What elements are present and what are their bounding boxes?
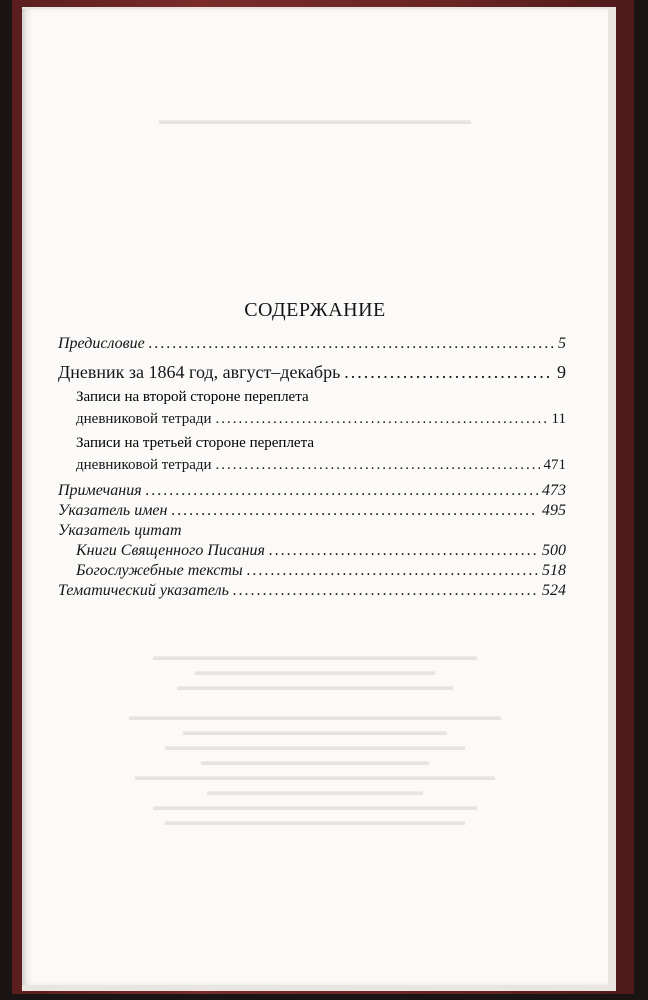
toc-page: 471 [543, 457, 566, 473]
toc-entry-remarks[interactable] [58, 482, 566, 500]
book-page [22, 9, 608, 985]
toc-label: Записи на третьей стороне переплета [76, 435, 314, 451]
toc-label: дневниковой тетради [76, 411, 212, 427]
page-title: СОДЕРЖАНИЕ [244, 299, 386, 321]
toc-entry-scripture[interactable] [58, 542, 566, 560]
toc-label: Указатель имен [58, 502, 168, 519]
toc-entry-notes-third[interactable] [58, 432, 566, 476]
leader-dots [344, 362, 553, 383]
toc-label: дневниковой тетради [76, 457, 212, 473]
toc-entry-liturgical[interactable] [58, 562, 566, 580]
leader-dots [216, 454, 540, 476]
toc-label-row [76, 408, 566, 430]
toc-page: 9 [557, 362, 566, 382]
toc-page: 524 [542, 582, 566, 599]
toc-entry-notes-second[interactable] [58, 386, 566, 430]
toc-label: Предисловие [58, 335, 145, 352]
toc-label-row [76, 454, 566, 476]
toc-entry-quote-index[interactable] [58, 522, 566, 540]
toc-page: 518 [542, 562, 566, 579]
toc-page: 500 [542, 542, 566, 559]
toc-label: Тематический указатель [58, 582, 229, 599]
toc-page: 473 [542, 482, 566, 499]
leader-dots [146, 482, 538, 500]
toc-entry-preface[interactable] [58, 335, 566, 353]
toc-label: Указатель цитат [58, 522, 182, 539]
leader-dots [149, 335, 554, 353]
toc-entry-thematic-index[interactable] [58, 582, 566, 600]
toc-label: Записи на второй стороне переплета [76, 389, 309, 405]
leader-dots [247, 562, 538, 580]
toc-page: 495 [542, 502, 566, 519]
leader-dots [233, 582, 538, 600]
toc-label: Дневник за 1864 год, август–декабрь [58, 362, 341, 382]
toc-page: 11 [551, 411, 566, 427]
toc-label: Примечания [58, 482, 142, 499]
show-through: ▬▬▬▬▬▬▬▬▬▬▬▬▬▬▬▬▬▬▬▬▬▬▬▬▬▬ [159, 113, 471, 127]
table-of-contents [58, 331, 566, 600]
leader-dots [171, 502, 538, 520]
toc-entry-name-index[interactable] [58, 502, 566, 520]
toc-entry-diary[interactable] [58, 362, 566, 383]
toc-page: 5 [558, 335, 566, 352]
leader-dots [216, 408, 548, 430]
show-through-imprint: ▬▬▬▬▬▬▬▬▬▬▬▬▬▬▬▬▬▬▬▬▬▬▬▬▬▬▬ ▬▬▬▬▬▬▬▬▬▬▬▬▬▬▬▬▬▬▬▬ ▬▬▬▬▬▬▬▬▬▬▬▬▬▬▬▬▬▬▬▬▬▬▬ ▬▬▬▬▬▬▬▬▬▬▬▬▬▬▬▬▬▬▬▬▬▬▬▬▬▬▬▬▬▬▬ ▬▬▬▬▬▬▬▬▬▬▬▬▬▬▬▬▬▬▬▬▬▬ ▬▬▬▬▬▬▬▬▬▬▬▬▬▬▬▬▬▬▬▬▬▬▬▬▬ ▬▬▬▬▬▬▬▬▬▬▬▬▬▬▬▬▬▬▬ ▬▬▬▬▬▬▬▬▬▬▬▬▬▬▬▬▬▬▬▬▬▬▬▬▬▬▬▬▬▬ ▬▬▬▬▬▬▬▬▬▬▬▬▬▬▬▬▬▬ ▬▬▬▬▬▬▬▬▬▬▬▬▬▬▬▬▬▬▬▬▬▬▬▬▬▬▬ ▬▬▬▬▬▬▬▬▬▬▬▬▬▬▬▬▬▬▬▬▬▬▬▬▬ [129, 649, 501, 828]
toc-label: Богослужебные тексты [76, 562, 243, 579]
leader-dots [269, 542, 538, 560]
toc-label: Книги Священного Писания [76, 542, 265, 559]
